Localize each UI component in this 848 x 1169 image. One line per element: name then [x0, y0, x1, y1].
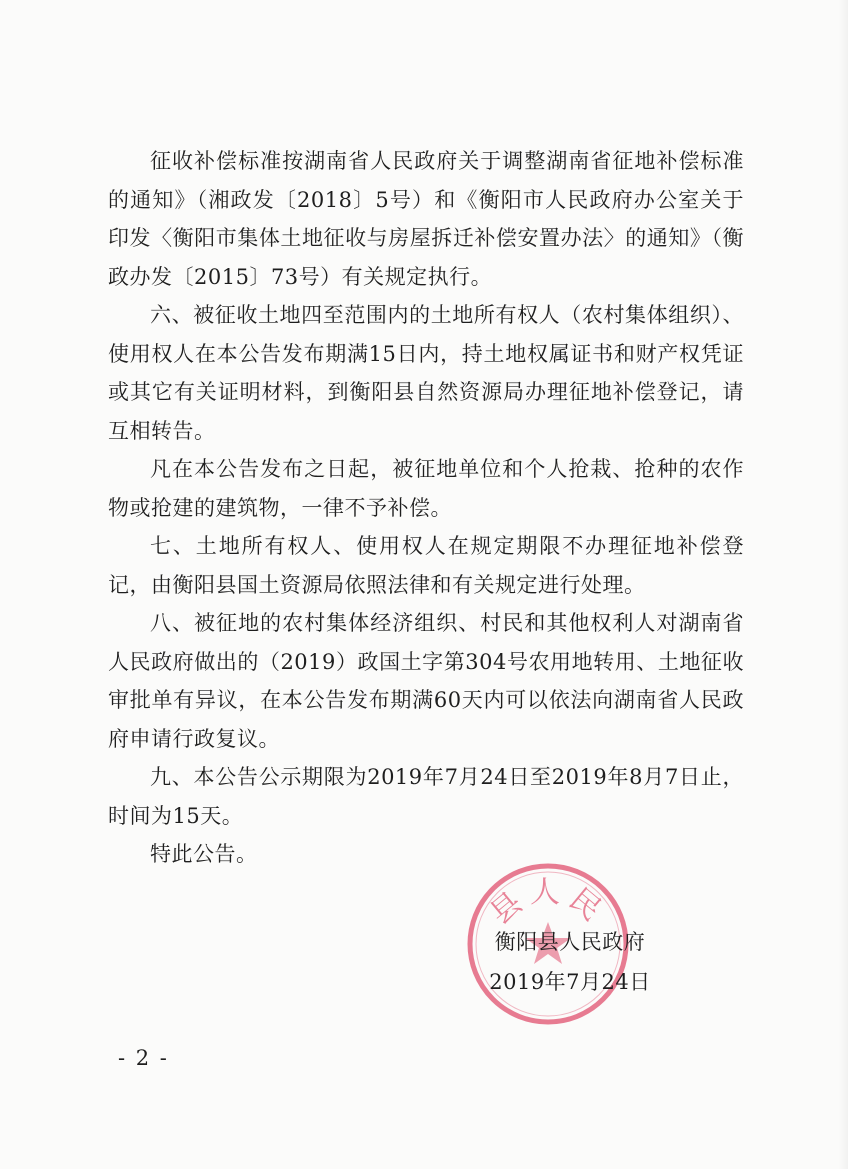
paragraph-item-7: 七、土地所有权人、使用权人在规定期限不办理征地补偿登记，由衡阳县国土资源局依照法律和有关规定进行处理。 — [108, 534, 744, 597]
paragraph-item-8: 八、被征地的农村集体经济组织、村民和其他权利人对湖南省人民政府做出的（2019）政国土字第304号农用地转用、土地征收审批单有异议，在本公告发布期满60天内可以依法向湖南省人民政府申请行政复议。 — [108, 611, 744, 751]
document-body — [108, 142, 744, 874]
paragraph-compensation-standard: 征收补偿标准按湖南省人民政府关于调整湖南省征地补偿标准的通知》（湘政发〔2018〕5号）和《衡阳市人民政府办公室关于印发〈衡阳市集体土地征收与房屋拆迁补偿安置办法〉的通知》（衡政办发〔2015〕73号）有关规定执行。 — [108, 149, 744, 289]
page-number: - 2 - — [118, 1046, 169, 1070]
signature-block — [470, 922, 670, 1002]
issuer-name: 衡阳县人民政府 — [494, 930, 646, 954]
paragraph-no-compensation: 凡在本公告发布之日起，被征地单位和个人抢栽、抢种的农作物或抢建的建筑物，一律不予补偿。 — [108, 457, 744, 520]
paragraph-item-9: 九、本公告公示期限为2019年7月24日至2019年8月7日止，时间为15天。 — [108, 765, 744, 828]
issue-date: 2019年7月24日 — [489, 970, 651, 994]
seal-text: 县人民 — [483, 875, 613, 932]
page-edge-shadow — [838, 0, 848, 1169]
paragraph-closing: 特此公告。 — [150, 842, 258, 866]
paragraph-item-6: 六、被征收土地四至范围内的土地所有权人（农村集体组织）、使用权人在本公告发布期满15日内，持土地权属证书和财产权凭证或其它有关证明材料，到衡阳县自然资源局办理征地补偿登记，请互相转告。 — [108, 303, 744, 443]
